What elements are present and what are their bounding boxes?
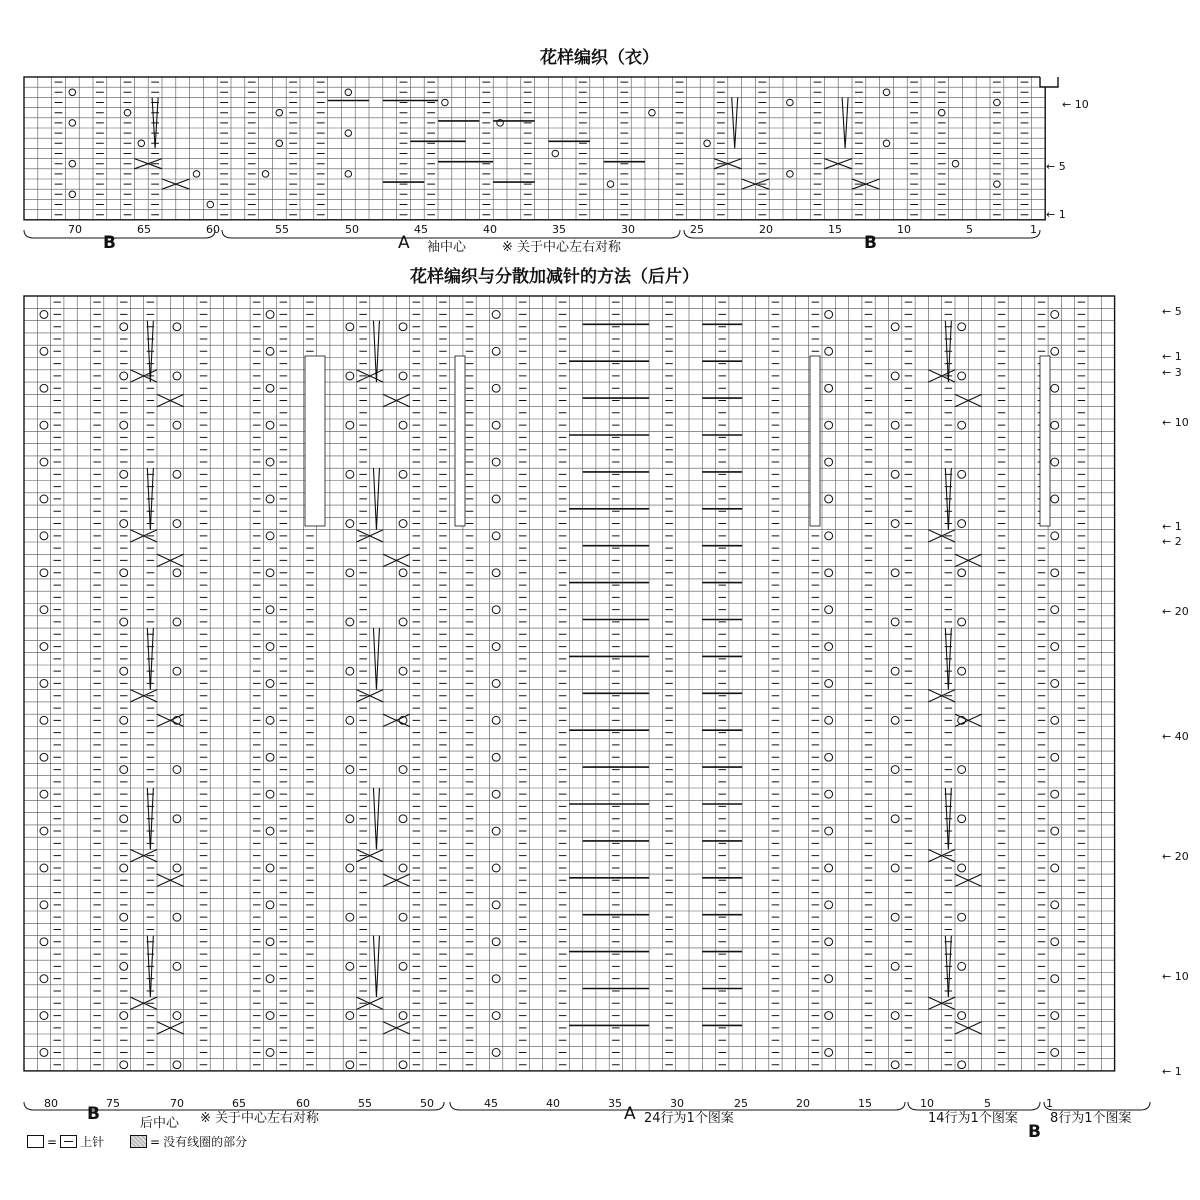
chart2-label-14-rows: 14行为1个图案 bbox=[928, 1111, 1018, 1126]
chart2-tick-10: 10 bbox=[920, 1097, 934, 1110]
chart1-tick-15: 15 bbox=[828, 223, 842, 236]
chart1-label-b-right: B bbox=[864, 233, 877, 253]
chart1-grid bbox=[24, 77, 1045, 220]
chart1-tick-25: 25 bbox=[690, 223, 704, 236]
chart1-tick-55: 55 bbox=[275, 223, 289, 236]
chart1-row-mark-1: ← 1 bbox=[1046, 208, 1066, 221]
chart2-tick-60: 60 bbox=[296, 1097, 310, 1110]
chart1-tick-1: 1 bbox=[1030, 223, 1037, 236]
legend-purl: = 上针 bbox=[27, 1133, 104, 1150]
chart2-row-mark: ← 1 bbox=[1162, 520, 1182, 533]
chart1-tick-60: 60 bbox=[206, 223, 220, 236]
chart1-tick-30: 30 bbox=[621, 223, 635, 236]
chart1-row-mark-5: ← 5 bbox=[1046, 160, 1066, 173]
chart2-tick-25: 25 bbox=[734, 1097, 748, 1110]
chart2-row-mark: ← 3 bbox=[1162, 366, 1182, 379]
chart2-label-b-left: B bbox=[87, 1104, 100, 1124]
chart1-tick-40: 40 bbox=[483, 223, 497, 236]
chart2-row-mark: ← 20 bbox=[1162, 850, 1189, 863]
chart1-label-symmetry: ※ 关于中心左右对称 bbox=[502, 240, 622, 255]
chart2-row-mark: ← 1 bbox=[1162, 350, 1182, 363]
legend-no-stitch-text: 没有线圈的部分 bbox=[163, 1135, 248, 1149]
chart2-tick-65: 65 bbox=[232, 1097, 246, 1110]
chart2-label-8-rows: 8行为1个图案 bbox=[1050, 1111, 1132, 1126]
legend-grey-box bbox=[130, 1135, 147, 1148]
chart2-tick-80: 80 bbox=[44, 1097, 58, 1110]
chart2-tick-30: 30 bbox=[670, 1097, 684, 1110]
legend-dash-box bbox=[60, 1135, 77, 1148]
chart1-tick-5: 5 bbox=[966, 223, 973, 236]
chart2-row-mark: ← 5 bbox=[1162, 305, 1182, 318]
legend-blank-box bbox=[27, 1135, 44, 1148]
chart1-row-mark-10: ← 10 bbox=[1062, 98, 1089, 111]
chart2-row-mark: ← 10 bbox=[1162, 970, 1189, 983]
chart2-tick-5: 5 bbox=[984, 1097, 991, 1110]
chart1-bracket bbox=[24, 230, 215, 238]
chart2-label-center: 后中心 bbox=[140, 1116, 180, 1131]
chart2-label-a: A bbox=[624, 1104, 636, 1124]
chart1-label-b-left: B bbox=[103, 233, 116, 253]
chart2-tick-1: 1 bbox=[1046, 1097, 1053, 1110]
chart2-tick-15: 15 bbox=[858, 1097, 872, 1110]
chart2-title: 花样编织与分散加减针的方法（后片） bbox=[410, 267, 699, 287]
chart2-row-mark: ← 10 bbox=[1162, 416, 1189, 429]
chart2-tick-20: 20 bbox=[796, 1097, 810, 1110]
chart1-tick-50: 50 bbox=[345, 223, 359, 236]
chart1-label-center: 袖中心 bbox=[427, 240, 467, 255]
chart2-row-mark: ← 2 bbox=[1162, 535, 1182, 548]
chart1-tick-20: 20 bbox=[759, 223, 773, 236]
chart2-tick-35: 35 bbox=[608, 1097, 622, 1110]
chart2-label-a-repeat: 24行为1个图案 bbox=[644, 1111, 734, 1126]
chart1-tick-65: 65 bbox=[137, 223, 151, 236]
chart1-tick-10: 10 bbox=[897, 223, 911, 236]
chart2-tick-40: 40 bbox=[546, 1097, 560, 1110]
chart1-tick-45: 45 bbox=[414, 223, 428, 236]
chart2-grid bbox=[24, 296, 1115, 1071]
chart2-label-b-right: B bbox=[1028, 1122, 1041, 1142]
chart2-row-mark: ← 20 bbox=[1162, 605, 1189, 618]
chart2-tick-55: 55 bbox=[358, 1097, 372, 1110]
legend-purl-text: 上针 bbox=[80, 1135, 105, 1149]
legend-no-stitch: = 没有线圈的部分 bbox=[130, 1133, 247, 1150]
chart1-tick-35: 35 bbox=[552, 223, 566, 236]
chart2-tick-70: 70 bbox=[170, 1097, 184, 1110]
chart1-title: 花样编织（衣） bbox=[540, 48, 659, 68]
chart2-row-mark: ← 40 bbox=[1162, 730, 1189, 743]
chart2-row-mark: ← 1 bbox=[1162, 1065, 1182, 1078]
chart1-tick-70: 70 bbox=[68, 223, 82, 236]
chart2-tick-75: 75 bbox=[106, 1097, 120, 1110]
chart2-tick-45: 45 bbox=[484, 1097, 498, 1110]
chart2-label-symmetry: ※ 关于中心左右对称 bbox=[200, 1111, 320, 1126]
chart2-tick-50: 50 bbox=[420, 1097, 434, 1110]
chart1-label-a: A bbox=[398, 233, 410, 253]
chart1-bracket bbox=[684, 230, 1040, 238]
